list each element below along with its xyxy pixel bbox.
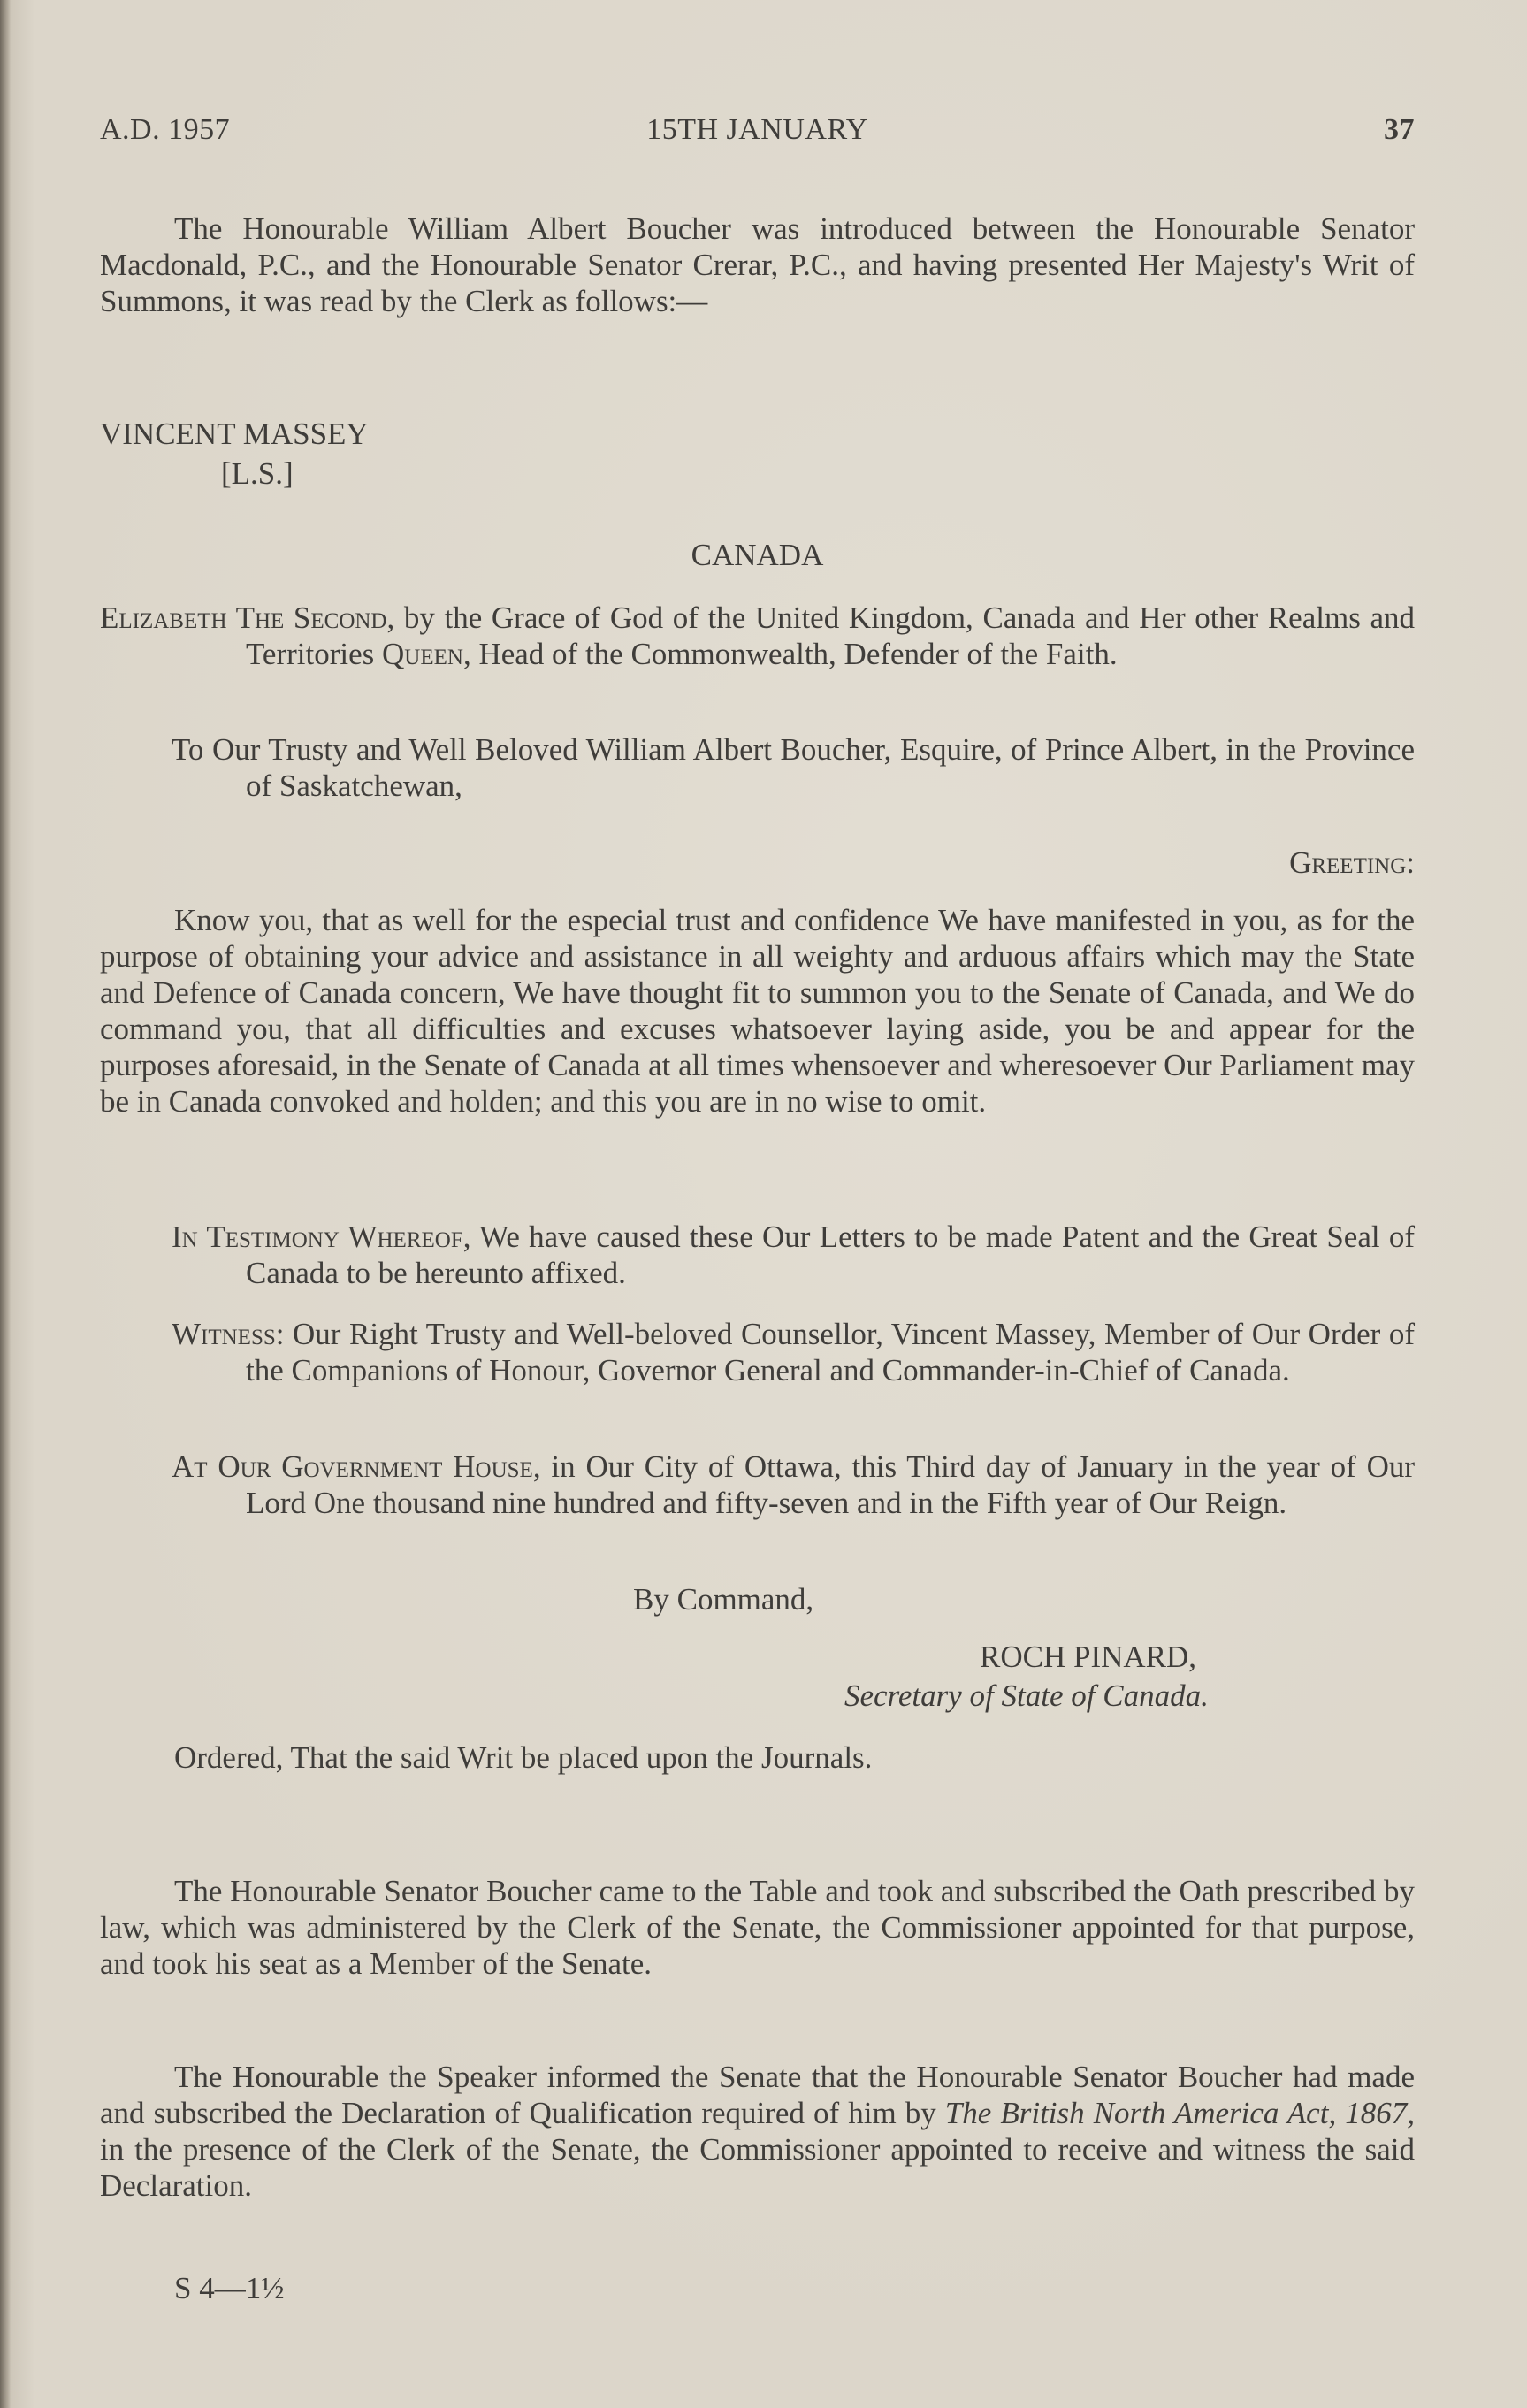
testimony-paragraph xyxy=(100,1219,1415,1291)
witness-text: Our Right Trusty and Well-beloved Counsellor, Vincent Massey, Member of Our Order of the Companions of Honour, Governor General and Commander-in-Chief of Canada. xyxy=(246,1317,1415,1387)
place-label: At Our Government House, xyxy=(172,1449,541,1484)
greeting: Greeting: xyxy=(1289,845,1415,880)
running-head xyxy=(100,113,1415,157)
sovereign-name: Elizabeth The Second, xyxy=(100,600,395,635)
seal-mark: [L.S.] xyxy=(221,456,294,491)
header-page-number: 37 xyxy=(1384,113,1415,146)
place-text: in Our City of Ottawa, this Third day of January in the year of Our Lord One thousand nine hundred and fifty-seven and in the Fifth year of Our Reign. xyxy=(246,1449,1415,1520)
addressee-paragraph: To Our Trusty and Well Beloved William Albert Boucher, Esquire, of Prince Albert, in the Province of Saskatchewan, xyxy=(172,732,1415,803)
place-paragraph xyxy=(100,1449,1415,1521)
witness-label: Witness: xyxy=(172,1317,285,1351)
sovereign-queen: Queen, xyxy=(382,637,471,671)
declaration-text-2: in the presence of the Clerk of the Senate, the Commissioner appointed to receive and witness the said Declaration. xyxy=(100,2132,1415,2203)
sovereign-text-2: Head of the Commonwealth, Defender of the Faith. xyxy=(470,637,1118,671)
writ-body: Know you, that as well for the especial trust and confidence We have manifested in you, as for the purpose of obtaining your advice and assistance in all weighty and arduous affairs which may the State and Defence of Canada concern, We have thought fit to summon you to the Senate of Canada, and We do command you, that all difficulties and excuses whatsoever laying aside, you be and appear for the purposes aforesaid, in the Senate of Canada at all times whensoever and wheresoever Our Parliament may be in Canada convoked and holden; and this you are in no wise to omit. xyxy=(100,903,1415,1119)
by-command: By Command, xyxy=(633,1582,814,1617)
signatory-name: ROCH PINARD, xyxy=(980,1640,1197,1674)
witness-paragraph xyxy=(100,1316,1415,1388)
header-date: 15TH JANUARY xyxy=(646,113,868,146)
binding-edge xyxy=(0,0,11,2408)
ordered-paragraph: Ordered, That the said Writ be placed upon the Journals. xyxy=(174,1740,873,1775)
declaration-text-1: The Honourable the Speaker informed the Senate that the Honourable Senator Boucher had made and subscribed the Declaration of Qualification required of him by xyxy=(100,2060,1415,2130)
sovereign-text-1: by the Grace of God of the United Kingdom, Canada and Her other Realms and Territories xyxy=(246,600,1415,671)
header-year: A.D. 1957 xyxy=(100,113,231,146)
declaration-paragraph xyxy=(100,2059,1415,2204)
signatory-title: Secretary of State of Canada. xyxy=(844,1678,1209,1713)
signature-mark: S 4—1½ xyxy=(174,2271,285,2305)
declaration-act: The British North America Act, 1867, xyxy=(944,2096,1415,2130)
governor-name: VINCENT MASSEY xyxy=(100,417,369,451)
testimony-label: In Testimony Whereof, xyxy=(172,1219,471,1254)
testimony-text: We have caused these Our Letters to be made Patent and the Great Seal of Canada to be hereunto affixed. xyxy=(246,1219,1415,1290)
sovereign-paragraph xyxy=(100,600,1415,672)
country-heading: CANADA xyxy=(691,538,824,572)
oath-paragraph: The Honourable Senator Boucher came to the Table and took and subscribed the Oath prescribed by law, which was administered by the Clerk of the Senate, the Commissioner appointed for that purpose, and took his seat as a Member of the Senate. xyxy=(100,1874,1415,1981)
intro-paragraph: The Honourable William Albert Boucher was introduced between the Honourable Senator Macdonald, P.C., and the Honourable Senator Crerar, P.C., and having presented Her Majesty's Writ of Summons, it was read by the Clerk as follows:— xyxy=(100,211,1415,318)
